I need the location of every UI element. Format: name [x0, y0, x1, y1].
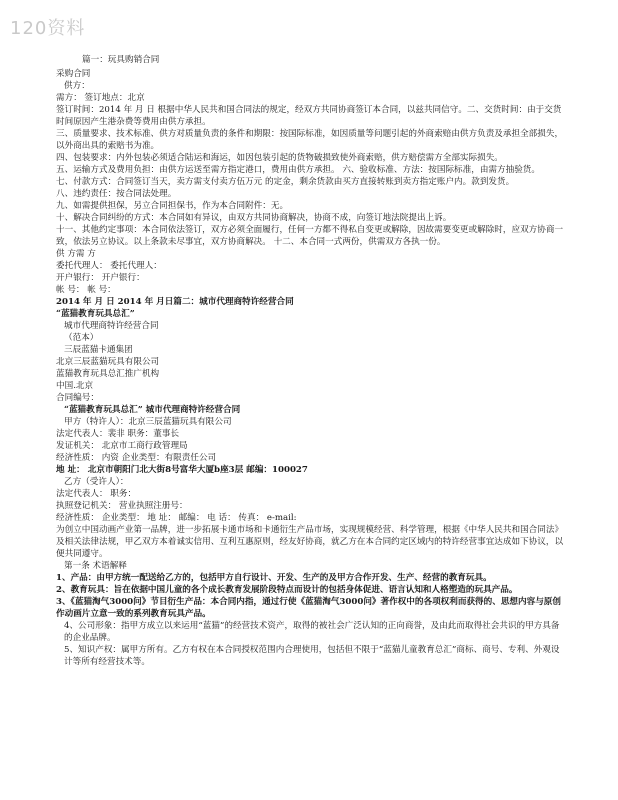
term-educational-toy: 2、教育玩具：旨在依据中国儿童的各个成长教育发展阶段特点而设计的包括身体促进、语言认知和人格塑造的玩具产品。: [56, 585, 518, 595]
contract-subtitle: 城市代理商特许经营合同: [64, 321, 159, 331]
contract-heading: “蓝猫教育玩具总汇” 城市代理商特许经营合同: [64, 405, 241, 415]
signature-agent: 委托代理人： 委托代理人：: [56, 261, 162, 271]
party-a-representative: 法定代表人：裴非 职务：董事长: [56, 429, 180, 439]
party-b: 乙方（受许人）：: [64, 477, 129, 487]
signature-parties: 供 方需 方: [56, 249, 96, 259]
watermark-logo: 120资料: [10, 18, 86, 39]
company-name: 北京三辰蓝猫玩具有限公司: [56, 357, 160, 367]
signature-bank: 开户银行： 开户银行：: [56, 273, 145, 283]
term-company-image: 4、公司形象：指甲方成立以来运用“蓝猫”的经营技术资产，取得的被社会广泛认知的正向商誉，及由此而取得社会共识的甲方具备的企业品牌。: [64, 621, 560, 643]
brand-name: “蓝猫教育玩具总汇”: [56, 309, 135, 319]
group-name: 三辰蓝猫卡通集团: [64, 345, 133, 355]
party-b-contact: 经济性质： 企业类型： 地 址： 邮编： 电 话： 传真： e-mail:: [56, 513, 297, 523]
contract-number: 合同编号：: [56, 393, 99, 403]
term-derivative-product: 3、《蓝猫淘气3000问》节目衍生产品：本合同内指，通过行使《蓝猫淘气3000问》著作权中的各项权利而获得的、思想内容与原创作动画片立意一致的系列教育玩具产品。: [56, 597, 561, 619]
contract-title: 采购合同: [56, 69, 91, 79]
article-one-heading: 第一条 术语解释: [64, 561, 127, 571]
template-label: （范本）: [64, 333, 99, 343]
clause-sign-time: 签订时间：2014 年 月 日 根据中华人民共和国合同法的规定，经双方共同协商签订本合同，以兹共同信守。二、交货时间：由于交货时间原因产生港杂费等费用由供方承担。: [56, 105, 562, 127]
clause-liability: 八、违约责任：按合同法处理。: [56, 189, 177, 199]
clause-guarantee: 九、如需提供担保，另立合同担保书，作为本合同附件：无。: [56, 201, 289, 211]
signature-account: 帐 号： 帐 号：: [56, 285, 116, 295]
signature-date-and-part-two: 2014 年 月 日 2014 年 月日篇二：城市代理商特许经营合同: [56, 297, 294, 307]
clause-payment: 七、付款方式：合同签订当天，卖方需支付卖方伍万元 的定金，剩余货款由买方直接转账到卖方指定账户内。款到发货。: [56, 177, 515, 187]
clause-transport: 五、运输方式及费用负担：由供方运送至需方指定港口，费用由供方承担。 六、验收标准、方法：按国际标准，由需方抽验货。: [56, 165, 540, 175]
clause-packaging: 四、包装要求：内外包装必须适合陆运和海运，如因包装引起的货物破损致使外商索赔，供方赔偿需方全部实际损失。: [56, 153, 503, 163]
party-a: 甲方（特许人）：北京三辰蓝猫玩具有限公司: [64, 417, 232, 427]
preamble: 为创立中国动画产业第一品牌，进一步拓展卡通市场和卡通衍生产品市场，实现规模经营、科学管理，根据《中华人民共和国合同法》及相关法律法规，甲乙双方本着诚实信用、互利互惠原则，经友好协商，就乙方在本合同约定区域内的特许经营事宜达成如下协议，以便共同遵守。: [56, 525, 564, 559]
term-intellectual-property: 5、知识产权：属甲方所有。乙方有权在本合同授权范围内合理使用，包括但不限于“蓝猫儿童教育总汇”商标、商号、专利、外观设计等所有经营技术等。: [64, 645, 560, 667]
party-a-nature: 经济性质： 内资 企业类型：有限责任公司: [56, 453, 217, 463]
location: 中国.北京: [56, 381, 94, 391]
party-b-license: 执照登记机关： 营业执照注册号：: [56, 501, 188, 511]
party-a-authority: 发证机关： 北京市工商行政管理局: [56, 441, 188, 451]
buyer-line: 需方： 签订地点：北京: [56, 93, 145, 103]
clause-quality: 三、质量要求、技术标准、供方对质量负责的条件和期限：按国际标准，如因质量等问题引起的外商索赔由供方负责及承担全部损失，以外商出具的索赔书为准。: [56, 129, 564, 151]
promotion-agency: 蓝猫教育玩具总汇推广机构: [56, 369, 160, 379]
party-b-representative: 法定代表人： 职务：: [56, 489, 137, 499]
clause-other: 十一、其他约定事项：本合同依法签订，双方必须全面履行，任何一方都不得私自变更或解除，因故需要变更或解除时，应双方协商一致，依法另立协议。以上条款未尽事宜，双方协商解决。 十二、本合同一式两份，供需双方各执一份。: [56, 225, 564, 247]
party-a-address: 地 址： 北京市朝阳门北大街8号富华大厦b座3层 邮编：100027: [56, 465, 308, 475]
term-product: 1、产品：由甲方统一配送给乙方的，包括甲方自行设计、开发、生产的及甲方合作开发、生产、经营的教育玩具。: [56, 573, 492, 583]
document-body: [56, 54, 566, 668]
supplier-line: 供方：: [64, 81, 90, 91]
document-title: 篇一：玩具购销合同: [82, 55, 160, 65]
clause-dispute: 十、解决合同纠纷的方式：本合同如有异议，由双方共同协商解决，协商不成，向签订地法院提出上诉。: [56, 213, 452, 223]
